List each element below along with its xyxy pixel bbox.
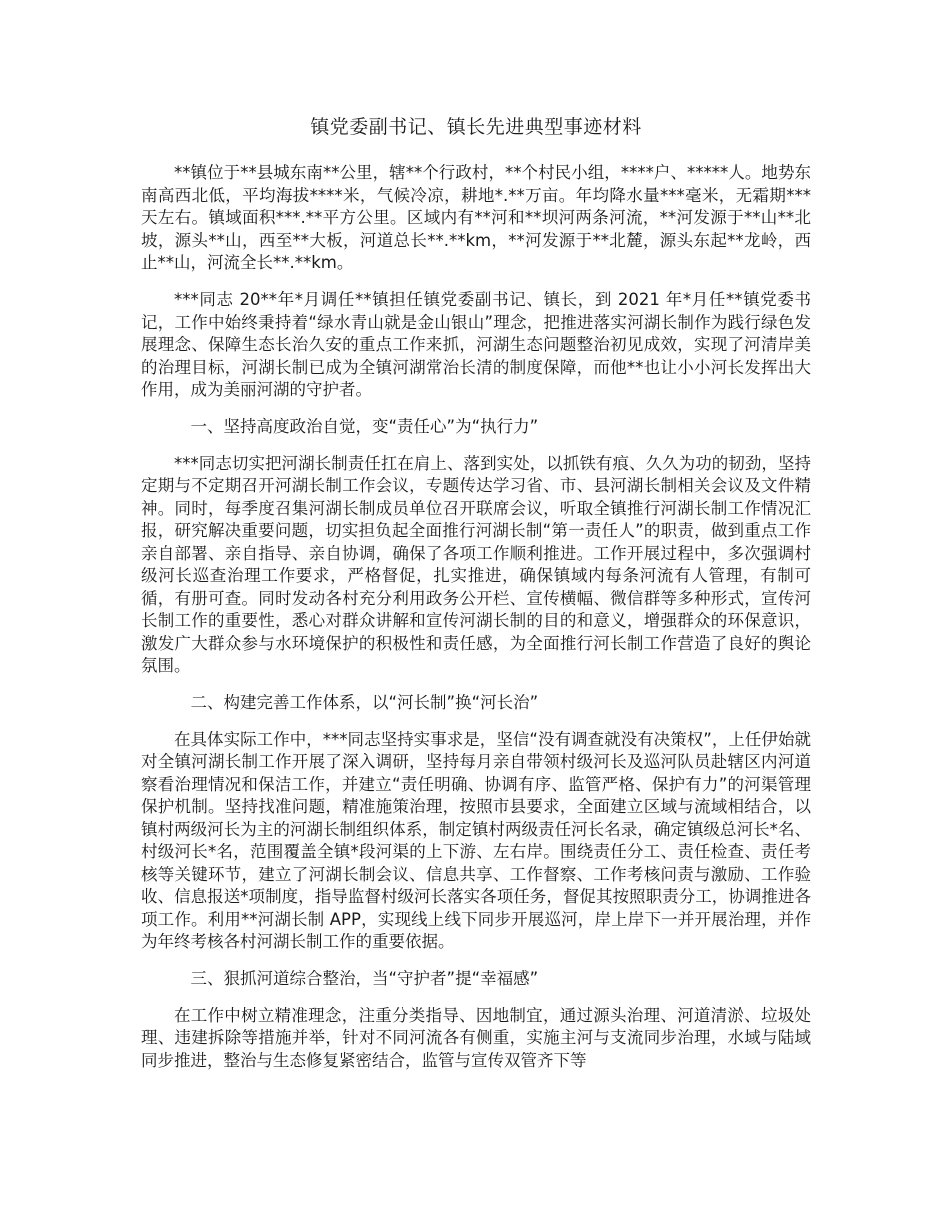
intro-paragraph-location: **镇位于**县城东南**公里，辖**个行政村，**个村民小组，****户、*****人。地势东南高西北低，平均海拔****米，气候冷凉，耕地*.**万亩。年均降水量***毫米，无霜期***天左右。镇域面积***.**平方公里。区域内有**河和**坝河两条河流，**河发源于**山**北坡，源头**山，西至**大板，河道总长**.**km，**河发源于**北麓，源头东起**龙岭，西止**山，河流全长**.**km。: [141, 163, 811, 272]
intro-paragraph-profile: ***同志 20**年*月调任**镇担任镇党委副书记、镇长，到 2021 年*月任**镇党委书记，工作中始终秉持着“绿水青山就是金山银山”理念，把推进落实河湖长制作为践行绿色发展理念、保障生态长治久安的重点工作来抓，河湖生态问题整治初见成效，实现了河清岸美的治理目标，河湖长制已成为全镇河湖常治长清的制度保障，而他**也让小小河长发挥出大作用，成为美丽河湖的守护者。: [141, 290, 811, 399]
section-2-paragraph: 在具体实际工作中，***同志坚持实事求是，坚信“没有调查就没有决策权”，上任伊始就对全镇河湖长制工作开展了深入调研，坚持每月亲自带领村级河长及巡河队员赴辖区内河道察看治理情况和保洁工作，并建立“责任明确、协调有序、监管严格、保护有力”的河渠管理保护机制。坚持找准问题，精准施策治理，按照市县要求，全面建立区域与流域相结合，以镇村两级河长为主的河湖长制组织体系，制定镇村两级责任河长名录，确定镇级总河长*名、村级河长*名，范围覆盖全镇*段河渠的上下游、左右岸。围绕责任分工、责任检查、责任考核等关键环节，建立了河湖长制会议、信息共享、工作督察、工作考核问责与激励、工作验收、信息报送*项制度，指导监督村级河长落实各项任务，督促其按照职责分工，协调推进各项工作。利用**河湖长制 APP，实现线上线下同步开展巡河，岸上岸下一并开展治理，并作为年终考核各村河湖长制工作的重要依据。: [141, 729, 811, 951]
section-1-heading: 一、坚持高度政治自觉，变“责任心”为“执行力”: [190, 417, 539, 436]
document-page: [141, 112, 811, 1087]
document-title: 镇党委副书记、镇长先进典型事迹材料: [310, 116, 642, 138]
section-3-paragraph: 在工作中树立精准理念，注重分类指导、因地制宜，通过源头治理、河道清淤、垃圾处理、违建拆除等措施并举，针对不同河流各有侧重，实施主河与支流同步治理，水域与陆域同步推进，整治与生态修复紧密结合，监管与宣传双管齐下等: [141, 1005, 811, 1070]
section-3-heading: 三、狠抓河道综合整治，当“守护者”提“幸福感”: [190, 969, 539, 988]
section-2-heading: 二、构建完善工作体系，以“河长制”换“河长治”: [190, 693, 539, 712]
section-1-paragraph: ***同志切实把河湖长制责任扛在肩上、落到实处，以抓铁有痕、久久为功的韧劲，坚持定期与不定期召开河湖长制工作会议，专题传达学习省、市、县河湖长制相关会议及文件精神。同时，每季度召集河湖长制成员单位召开联席会议，听取全镇推行河湖长制工作情况汇报，研究解决重要问题，切实担负起全面推行河湖长制“第一责任人”的职责，做到重点工作亲自部署、亲自指导、亲自协调，确保了各项工作顺利推进。工作开展过程中，多次强调村级河长巡查治理工作要求，严格督促，扎实推进，确保镇域内每条河流有人管理，有制可循，有册可查。同时发动各村充分利用政务公开栏、宣传横幅、微信群等多种形式，宣传河长制工作的重要性，悉心对群众讲解和宣传河湖长制的目的和意义，增强群众的环保意识，激发广大群众参与水环境保护的积极性和责任感，为全面推行河长制工作营造了良好的舆论氛围。: [141, 453, 811, 675]
